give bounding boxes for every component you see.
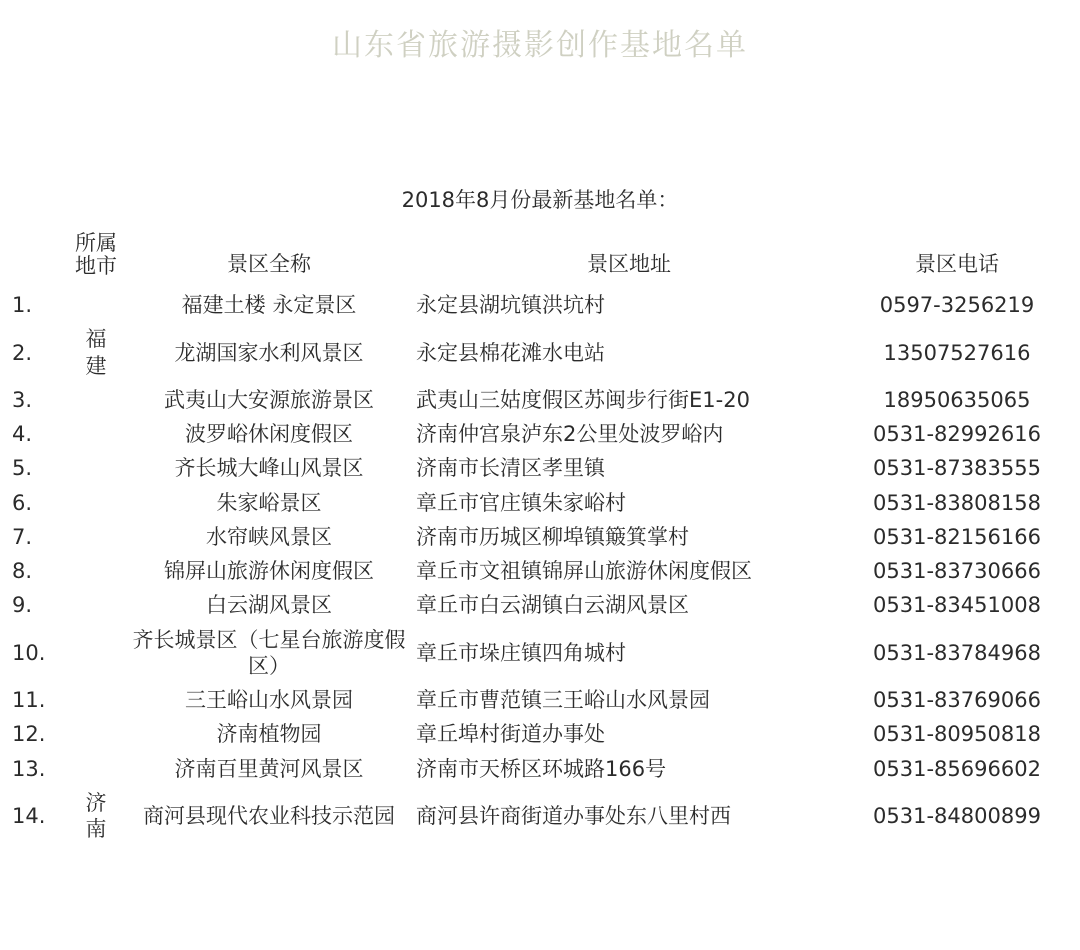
row-scenic-name[interactable]: 济南植物园 <box>216 722 322 747</box>
row-scenic-name[interactable]: 齐长城景区（七星台旅游度假区） <box>132 627 406 678</box>
row-phone: 0597-3256219 <box>879 293 1035 318</box>
column-header-phone: 景区电话 <box>915 252 999 277</box>
row-index: 1. <box>12 293 33 318</box>
row-phone: 0531-83784968 <box>873 640 1041 665</box>
row-phone: 0531-83769066 <box>873 688 1041 713</box>
row-index: 4. <box>12 422 33 447</box>
row-city <box>68 288 124 322</box>
row-scenic-name[interactable]: 白云湖风景区 <box>206 593 332 618</box>
row-address: 章丘市垛庄镇四角城村 <box>416 640 626 665</box>
row-city <box>68 417 124 451</box>
row-phone: 13507527616 <box>883 340 1031 365</box>
row-scenic-name[interactable]: 波罗峪休闲度假区 <box>185 422 353 447</box>
row-index: 9. <box>12 593 33 618</box>
row-index: 7. <box>12 524 33 549</box>
row-scenic-name[interactable]: 朱家峪景区 <box>216 490 322 515</box>
table-row <box>10 717 1070 751</box>
row-scenic-name[interactable]: 齐长城大峰山风景区 <box>174 456 364 481</box>
table-row <box>10 786 1070 847</box>
row-city <box>68 588 124 622</box>
row-address: 章丘市文祖镇锦屏山旅游休闲度假区 <box>416 559 752 584</box>
row-address: 济南市长清区孝里镇 <box>416 456 605 481</box>
row-address: 章丘埠村街道办事处 <box>416 722 605 747</box>
row-phone: 0531-82992616 <box>873 422 1041 447</box>
row-phone: 0531-83451008 <box>873 593 1041 618</box>
table-row <box>10 520 1070 554</box>
row-scenic-name[interactable]: 水帘峡风景区 <box>206 524 332 549</box>
row-address: 章丘市曹范镇三王峪山水风景园 <box>416 688 710 713</box>
row-address: 济南市天桥区环城路166号 <box>416 756 667 781</box>
row-address: 永定县湖坑镇洪坑村 <box>416 293 605 318</box>
row-phone: 0531-80950818 <box>873 722 1041 747</box>
row-index: 10. <box>12 640 46 665</box>
row-address: 永定县棉花滩水电站 <box>416 340 605 365</box>
row-index: 13. <box>12 756 46 781</box>
row-city: 福建 <box>85 327 107 378</box>
row-city <box>68 486 124 520</box>
row-phone: 0531-82156166 <box>873 524 1041 549</box>
table-row <box>10 383 1070 417</box>
row-phone: 0531-87383555 <box>873 456 1041 481</box>
row-address: 武夷山三姑度假区苏闽步行街E1-20 <box>416 387 750 412</box>
row-phone: 0531-83730666 <box>873 559 1041 584</box>
table-row <box>10 752 1070 786</box>
row-address: 商河县许商街道办事处东八里村西 <box>416 804 731 829</box>
row-city <box>68 752 124 786</box>
row-phone: 0531-84800899 <box>873 804 1041 829</box>
row-scenic-name[interactable]: 锦屏山旅游休闲度假区 <box>164 559 374 584</box>
table-row <box>10 588 1070 622</box>
row-index: 2. <box>12 340 33 365</box>
row-phone: 18950635065 <box>883 387 1031 412</box>
column-header-city: 所属地市 <box>75 231 117 279</box>
list-subtitle: 2018年8月份最新基地名单： <box>401 188 679 212</box>
row-phone: 0531-85696602 <box>873 756 1041 781</box>
row-city: 济南 <box>85 790 107 842</box>
row-index: 11. <box>12 688 46 713</box>
row-address: 章丘市官庄镇朱家峪村 <box>416 490 626 515</box>
row-index: 8. <box>12 559 33 584</box>
row-index: 6. <box>12 490 33 515</box>
table-row <box>10 451 1070 485</box>
row-index: 3. <box>12 387 33 412</box>
column-header-name: 景区全称 <box>227 252 311 277</box>
row-city <box>68 554 124 588</box>
row-scenic-name[interactable]: 三王峪山水风景园 <box>185 688 353 713</box>
row-index: 12. <box>12 722 46 747</box>
row-address: 章丘市白云湖镇白云湖风景区 <box>416 593 689 618</box>
row-scenic-name[interactable]: 商河县现代农业科技示范园 <box>143 804 395 829</box>
table-header-row <box>10 228 1070 288</box>
table-row <box>10 683 1070 717</box>
row-phone: 0531-83808158 <box>873 490 1041 515</box>
table-body <box>10 288 1070 846</box>
bases-table <box>10 228 1070 846</box>
column-header-address: 景区地址 <box>587 252 671 277</box>
table-row <box>10 322 1070 383</box>
table-row <box>10 554 1070 588</box>
page-title: 山东省旅游摄影创作基地名单 <box>332 28 748 63</box>
column-header-index <box>10 228 68 288</box>
row-scenic-name[interactable]: 济南百里黄河风景区 <box>174 756 364 781</box>
row-scenic-name[interactable]: 武夷山大安源旅游景区 <box>164 387 374 412</box>
table-row <box>10 486 1070 520</box>
row-city <box>68 623 124 684</box>
table-row <box>10 623 1070 684</box>
row-index: 5. <box>12 456 33 481</box>
row-city <box>68 451 124 485</box>
row-address: 济南仲宫泉泸东2公里处波罗峪内 <box>416 422 724 447</box>
row-index: 14. <box>12 804 46 829</box>
table-row <box>10 417 1070 451</box>
row-scenic-name[interactable]: 福建土楼 永定景区 <box>181 293 357 318</box>
row-city <box>68 683 124 717</box>
row-city <box>68 520 124 554</box>
table-row <box>10 288 1070 322</box>
row-scenic-name[interactable]: 龙湖国家水利风景区 <box>174 340 364 365</box>
row-address: 济南市历城区柳埠镇簸箕掌村 <box>416 524 689 549</box>
row-city <box>68 717 124 751</box>
row-city <box>68 383 124 417</box>
